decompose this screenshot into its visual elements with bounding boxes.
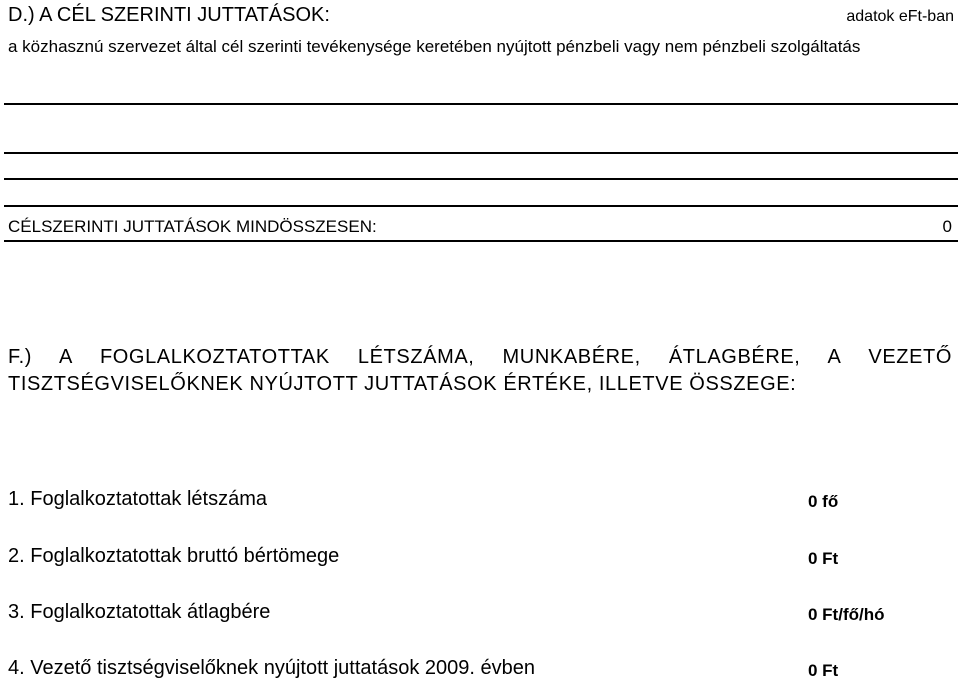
blank-line-3 bbox=[4, 178, 958, 180]
item-label-average-wage: 3. Foglalkoztatottak átlagbére bbox=[8, 601, 271, 623]
section-d-description: a közhasznú szervezet által cél szerinti tevékenysége keretében nyújtott pénzbeli vagy nem pénzbeli szolgáltatás bbox=[8, 37, 861, 56]
item-label-gross-wages: 2. Foglalkoztatottak bruttó bértömege bbox=[8, 545, 340, 567]
section-f-title: F.) A FOGLALKOZTATOTTAK LÉTSZÁMA, MUNKABÉRE, ÁTLAGBÉRE, A VEZETŐ TISZTSÉGVISELŐKNEK NYÚJTOTT JUTTATÁSOK ÉRTÉKE, ILLETVE ÖSSZEGE: bbox=[8, 346, 952, 395]
section-d-title: D.) A CÉL SZERINTI JUTTATÁSOK: bbox=[8, 4, 330, 26]
item-value-headcount: 0 fő bbox=[808, 492, 839, 511]
unit-note: adatok eFt-ban bbox=[846, 8, 954, 25]
item-label-executive-benefits: 4. Vezető tisztségviselőknek nyújtott juttatások 2009. évben bbox=[8, 657, 535, 679]
item-value-average-wage: 0 Ft/fő/hó bbox=[808, 605, 885, 624]
item-value-gross-wages: 0 Ft bbox=[808, 549, 839, 568]
blank-line-2 bbox=[4, 152, 958, 154]
blank-line-4 bbox=[4, 205, 958, 207]
item-label-headcount: 1. Foglalkoztatottak létszáma bbox=[8, 488, 268, 510]
total-label: CÉLSZERINTI JUTTATÁSOK MINDÖSSZESEN: bbox=[8, 217, 377, 236]
item-value-executive-benefits: 0 Ft bbox=[808, 661, 839, 680]
total-value: 0 bbox=[942, 217, 952, 236]
total-underline bbox=[4, 240, 958, 242]
blank-line-1 bbox=[4, 103, 958, 105]
